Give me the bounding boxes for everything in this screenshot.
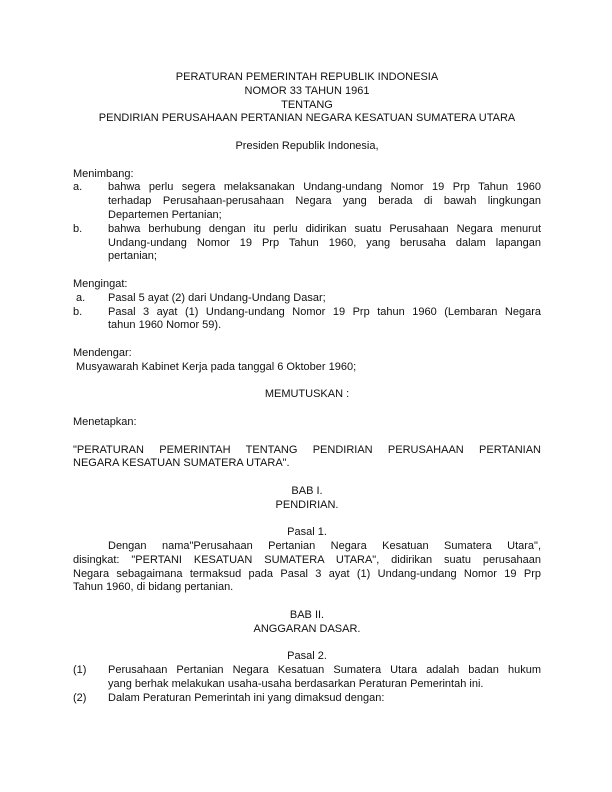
pasal-line: Negara sebagaimana termaksud pada Pasal 3 ayat (1) Undang-undang Nomor 19 Prp [73, 567, 541, 580]
text-line: yang berhak melakukan usaha-usaha berdasarkan Peraturan Pemerintah ini. [108, 678, 484, 691]
item-label: b. [73, 222, 83, 235]
item-label: a. [73, 181, 83, 194]
mendengar-text: Musyawarah Kabinet Kerja pada tanggal 6 Oktober 1960; [73, 360, 357, 373]
menimbang-item [73, 181, 541, 222]
pasal-line: disingkat: "PERTANI KESATUAN SUMATERA UTARA", didirikan suatu perusahaan [73, 553, 541, 566]
pasal-line: Dengan nama"Perusahaan Pertanian Negara Kesatuan Sumatera Utara", [108, 540, 541, 553]
bab-subtitle: PENDIRIAN. [275, 498, 339, 511]
mengingat-item [73, 292, 541, 306]
text-line: tahun 1960 Nomor 59). [108, 319, 222, 332]
pasal-line: Tahun 1960, di bidang pertanian. [73, 581, 234, 594]
mendengar-heading: Mendengar: [73, 346, 132, 359]
title-line: TENTANG [281, 98, 333, 111]
item-label: (1) [73, 664, 87, 677]
bab-subtitle: ANGGARAN DASAR. [253, 622, 361, 635]
menetapkan-line: NEGARA KESATUAN SUMATERA UTARA". [73, 457, 290, 470]
text-line: Dalam Peraturan Pemerintah ini yang dimaksud dengan: [108, 691, 385, 704]
text-line: bahwa perlu segera melaksanakan Undang-undang Nomor 19 Prp Tahun 1960 [108, 181, 541, 194]
pasal-item [73, 692, 541, 706]
pasal-heading: Pasal 1. [287, 526, 327, 539]
item-label: (2) [73, 691, 87, 704]
memutuskan-heading: MEMUTUSKAN : [264, 388, 350, 401]
menimbang-heading: Menimbang: [73, 167, 134, 180]
document-page [73, 71, 541, 706]
pasal-heading: Pasal 2. [287, 650, 327, 663]
menetapkan-heading: Menetapkan: [73, 415, 137, 428]
text-line: pertanian; [108, 250, 157, 263]
title-line: PERATURAN PEMERINTAH REPUBLIK INDONESIA [175, 71, 439, 83]
text-line: Pasal 5 ayat (2) dari Undang-Undang Dasar; [108, 291, 326, 304]
mengingat-item [73, 306, 541, 334]
text-line: Perusahaan Pertanian Negara Kesatuan Sumatera Utara adalah badan hukum [108, 664, 541, 677]
title-line: PENDIRIAN PERUSAHAAN PERTANIAN NEGARA KESATUAN SUMATERA UTARA [98, 112, 516, 125]
bab-title: BAB I. [291, 484, 323, 497]
menetapkan-line: "PERATURAN PEMERINTAH TENTANG PENDIRIAN PERUSAHAAN PERTANIAN [73, 443, 541, 456]
text-line: Undang-undang Nomor 19 Prp Tahun 1960, yang berusaha dalam lapangan [108, 236, 541, 249]
president-line: Presiden Republik Indonesia, [235, 139, 379, 152]
menimbang-item [73, 223, 541, 264]
text-line: bahwa berhubung dengan itu perlu didirikan suatu Perusahaan Negara menurut [108, 222, 541, 235]
pasal-item [73, 664, 541, 692]
item-label: a. [73, 291, 86, 304]
text-line: Pasal 3 ayat (1) Undang-undang Nomor 19 Prp tahun 1960 (Lembaran Negara [108, 305, 541, 318]
text-line: Departemen Pertanian; [108, 208, 222, 221]
title-line: NOMOR 33 TAHUN 1961 [244, 84, 370, 97]
text-line: terhadap Perusahaan-perusahaan Negara yang berada di bawah lingkungan [108, 195, 541, 208]
bab-title: BAB II. [289, 609, 325, 622]
item-label: b. [73, 305, 83, 318]
mengingat-heading: Mengingat: [73, 277, 128, 290]
